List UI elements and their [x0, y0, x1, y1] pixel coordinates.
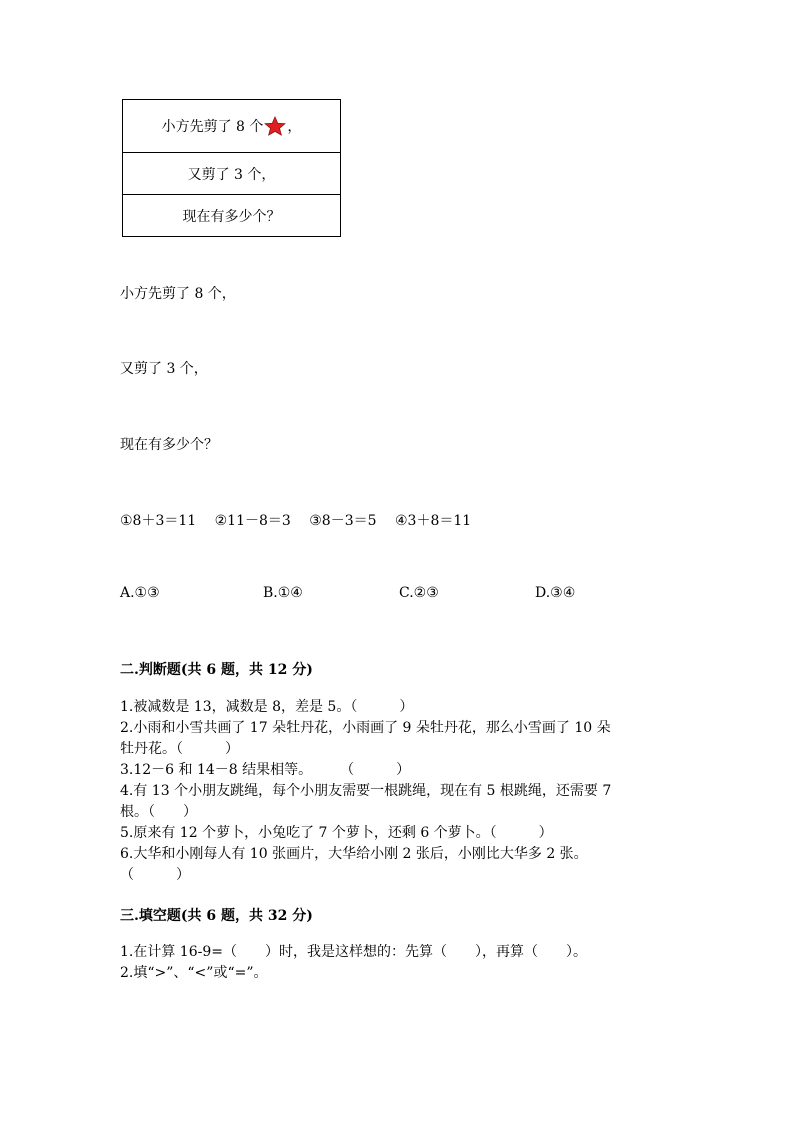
judgement-questions: [120, 697, 680, 886]
table-row1-punct: ，: [287, 119, 302, 135]
list-item: （ ）: [120, 867, 190, 883]
text-line-1: 小方先剪了 8 个，: [120, 286, 236, 302]
list-item: 2.小雨和小雪共画了 17 朵牡丹花，小雨画了 9 朵牡丹花，那么小雪画了 10 朵: [120, 720, 611, 736]
text-line-3: 现在有多少个？: [120, 437, 218, 453]
table-row: [123, 195, 340, 236]
list-item: 1.在计算 16-9=（ ）时，我是这样想的：先算（ ），再算（ ）。: [120, 944, 587, 960]
fill-in-questions: [120, 942, 680, 984]
text-line-2: 又剪了 3 个，: [120, 361, 208, 377]
equation-choices: ①8＋3＝11 ②11－8＝3 ③8－3＝5 ④3＋8＝11: [120, 513, 472, 529]
section-title-fill-in: 三.填空题(共 6 题，共 32 分): [120, 908, 313, 924]
list-item: 3.12－6 和 14－8 结果相等。 （ ）: [120, 762, 411, 778]
list-item: 2.填“>”、“<”或“=”。: [120, 965, 268, 981]
list-item: 6.大华和小刚每人有 10 张画片，大华给小刚 2 张后，小刚比大华多 2 张。: [120, 846, 588, 862]
table-row: [123, 100, 340, 153]
option-c: C.②③: [399, 585, 439, 601]
table-row2-text: 又剪了 3 个，: [187, 166, 276, 183]
option-b: B.①④: [263, 585, 303, 601]
table-row1-text: 小方先剪了 8 个: [161, 119, 264, 135]
table-row3-text: 现在有多少个？: [182, 208, 281, 225]
star-icon: [264, 116, 286, 136]
list-item: 牡丹花。（ ）: [120, 741, 239, 757]
list-item: 1.被减数是 13，减数是 8，差是 5。（ ）: [120, 699, 414, 715]
option-a: A.①③: [120, 585, 160, 601]
table-row: [123, 153, 340, 195]
option-d: D.③④: [535, 585, 576, 601]
list-item: 根。（ ）: [120, 804, 197, 820]
list-item: 4.有 13 个小朋友跳绳，每个小朋友需要一根跳绳，现在有 5 根跳绳，还需要 7: [120, 783, 612, 799]
question-table: [122, 99, 341, 237]
list-item: 5.原来有 12 个萝卜，小兔吃了 7 个萝卜，还剩 6 个萝卜。（ ）: [120, 825, 553, 841]
section-title-judgement: 二.判断题(共 6 题，共 12 分): [120, 662, 313, 678]
